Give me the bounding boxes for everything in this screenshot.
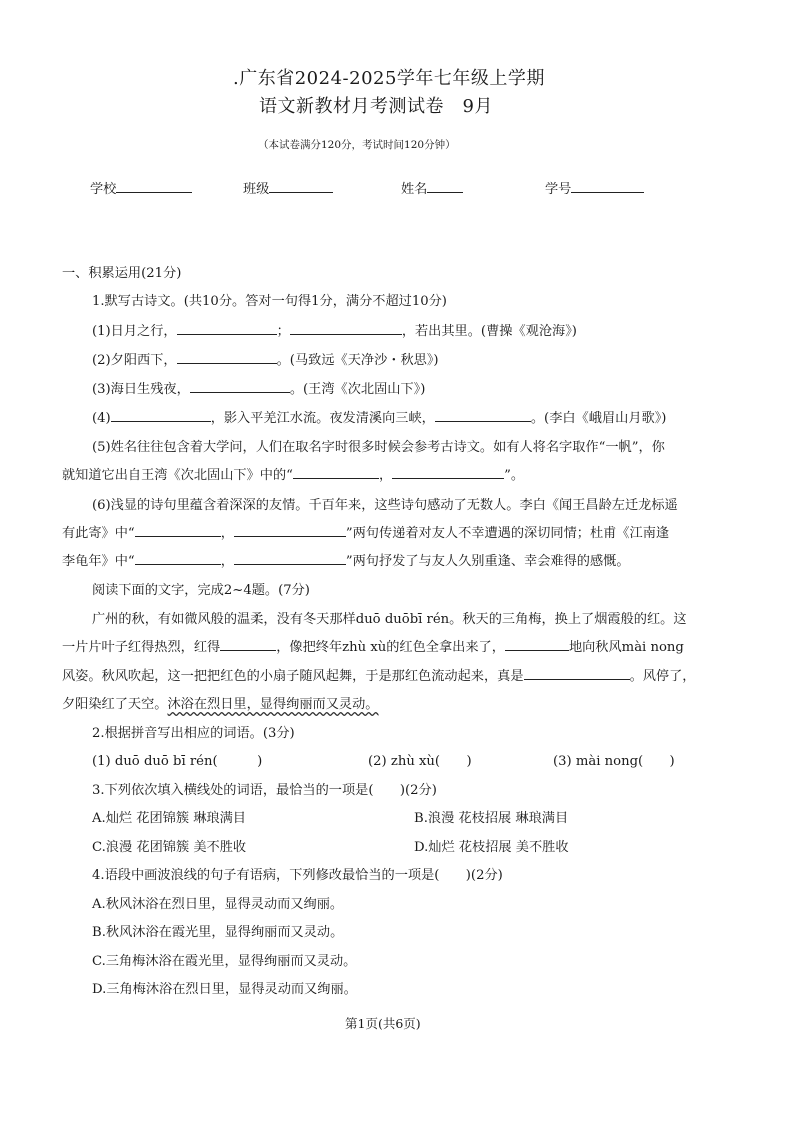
- q1-item4: [92, 407, 666, 426]
- q1-item2-blank[interactable]: [177, 350, 277, 364]
- field-id: [545, 178, 644, 197]
- q1-item6-text-e: ，: [220, 554, 234, 569]
- q1-item6-text-c: ”两句传递着对友人不幸遭遇的深切同情；杜甫《江南逢: [345, 526, 670, 541]
- q1-item6-line2: [62, 522, 669, 541]
- q1-item4-text-a: (4): [92, 411, 111, 426]
- q1-item3: [92, 378, 425, 397]
- school-blank[interactable]: [116, 179, 192, 193]
- passage-text-a: 一片片叶子红得热烈，红得: [62, 640, 221, 655]
- q1-item3-text-b: 。(王湾《次北固山下》): [289, 382, 426, 397]
- passage-blank2[interactable]: [505, 637, 569, 651]
- q1-item3-blank[interactable]: [190, 379, 290, 393]
- q3-option-d[interactable]: D.灿烂 花枝招展 美不胜收: [414, 840, 569, 855]
- q1-item6-line1: (6)浅显的诗句里蕴含着深深的友情。千百年来，这些诗句感动了无数人。李白《闻王昌龄左迁龙标遥: [92, 498, 678, 513]
- q1-item2-text-a: (2)夕阳西下，: [92, 353, 177, 368]
- q2-option-1: (1) duō duō bī rén( ): [92, 754, 263, 769]
- q4-option-c[interactable]: C.三角梅沐浴在霞光里，显得绚丽而又灵动。: [92, 954, 357, 969]
- passage-text-b: ，像把终年zhù xù的红色全拿出来了，: [276, 640, 505, 655]
- q1-item5-text-a: 就知道它出自王湾《次北固山下》中的“: [62, 468, 293, 483]
- passage-line4: [62, 693, 379, 712]
- q1-item5-text-b: ，: [378, 468, 393, 483]
- q1-item5-line1: (5)姓名往往包含着大学问，人们在取名字时很多时候会参考古诗文。如有人将名字取作“一帆”，你: [92, 440, 665, 455]
- passage-text-f: 夕阳染红了天空。: [62, 697, 168, 712]
- q4-option-b[interactable]: B.秋风沐浴在霞光里，显得绚丽而又灵动。: [92, 925, 344, 940]
- q1-item1-text-a: (1)日月之行，: [92, 324, 177, 339]
- exam-title-line2: 语文新教材月考测试卷 9月: [259, 96, 493, 117]
- passage-line1: 广州的秋，有如微风般的温柔，没有冬天那样duō duōbī rén。秋天的三角梅，换上了烟霞般的红。这: [92, 612, 687, 627]
- q1-item6-blank2[interactable]: [234, 523, 346, 537]
- q1-item6-text-a: 有此寄》中“: [62, 526, 135, 541]
- q1-item6-line3: [62, 550, 630, 569]
- q1-item4-blank1[interactable]: [111, 408, 211, 422]
- q1-item5-text-c: ”。: [504, 468, 525, 483]
- field-school-label: 学校: [90, 182, 117, 197]
- q4-option-a[interactable]: A.秋风沐浴在烈日里，显得灵动而又绚丽。: [92, 897, 344, 912]
- q1-item4-blank2[interactable]: [435, 408, 531, 422]
- passage-text-d: 风姿。秋风吹起，这一把把红色的小扇子随风起舞，于是那红色流动起来，真是: [62, 669, 524, 684]
- name-blank[interactable]: [427, 179, 463, 193]
- q1-item4-text-b: ，影入平羌江水流。夜发清溪向三峡，: [210, 411, 435, 426]
- field-name: [401, 178, 463, 197]
- q1-item5-blank2[interactable]: [392, 465, 504, 479]
- passage-blank3[interactable]: [524, 666, 630, 680]
- q1-item6-blank3[interactable]: [135, 551, 221, 565]
- q3-stem: 3.下列依次填入横线处的词语，最恰当的一项是( )(2分): [92, 783, 437, 798]
- q1-item1-blank1[interactable]: [177, 321, 277, 335]
- field-class: [243, 178, 333, 197]
- exam-title-line1: .广东省2024-2025学年七年级上学期: [233, 68, 545, 89]
- id-blank[interactable]: [571, 179, 644, 193]
- q1-item2: [92, 349, 439, 368]
- q1-item5-line2: [62, 464, 524, 483]
- field-name-label: 姓名: [401, 182, 428, 197]
- q1-item1: [92, 320, 577, 339]
- q3-option-b[interactable]: B.浪漫 花枝招展 琳琅满目: [414, 811, 569, 826]
- class-blank[interactable]: [269, 179, 333, 193]
- q2-option-3: (3) mài nong( ): [553, 754, 675, 769]
- q1-item1-text-c: ，若出其里。(曹操《观沧海》): [401, 324, 577, 339]
- q1-item1-blank2[interactable]: [290, 321, 402, 335]
- wavy-underlined-sentence: 沐浴在烈日里，显得绚丽而又灵动。: [167, 697, 379, 712]
- field-school: [90, 178, 192, 197]
- q1-item6-text-f: ”两句抒发了与友人久别重逢、幸会难得的感慨。: [345, 554, 630, 569]
- field-id-label: 学号: [545, 182, 572, 197]
- q4-option-d[interactable]: D.三角梅沐浴在烈日里，显得灵动而又绚丽。: [92, 982, 357, 997]
- q4-stem: 4.语段中画波浪线的句子有语病，下列修改最恰当的一项是( )(2分): [92, 868, 503, 883]
- q2-option-2: (2) zhù xù( ): [368, 754, 472, 769]
- passage-blank1[interactable]: [220, 637, 276, 651]
- passage-line2: [62, 636, 684, 655]
- reading-intro: 阅读下面的文字，完成2~4题。(7分): [92, 583, 310, 598]
- passage-text-c: 地向秋风mài nong: [568, 640, 684, 655]
- q1-item6-blank4[interactable]: [234, 551, 346, 565]
- q3-option-c[interactable]: C.浪漫 花团锦簇 美不胜收: [92, 840, 247, 855]
- q1-item3-text-a: (3)海日生残夜，: [92, 382, 190, 397]
- passage-line3: [62, 665, 696, 684]
- q1-item5-blank1[interactable]: [293, 465, 379, 479]
- q1-item6-blank1[interactable]: [135, 523, 221, 537]
- q1-item6-text-d: 李龟年》中“: [62, 554, 135, 569]
- q2-stem: 2.根据拼音写出相应的词语。(3分): [92, 726, 295, 741]
- q1-item1-text-b: ；: [276, 324, 290, 339]
- section-heading: 一、积累运用(21分): [62, 266, 182, 281]
- q1-item4-text-c: 。(李白《峨眉山月歌》): [530, 411, 667, 426]
- q3-option-a[interactable]: A.灿烂 花团锦簇 琳琅满目: [92, 811, 246, 826]
- exam-note: （本试卷满分120分，考试时间120分钟）: [258, 139, 456, 151]
- q1-item2-text-b: 。(马致远《天净沙・秋思》): [276, 353, 439, 368]
- passage-text-e: 。风停了，: [629, 669, 696, 684]
- page-number: 第1页(共6页): [345, 1016, 421, 1031]
- field-class-label: 班级: [243, 182, 270, 197]
- q1-item6-text-b: ，: [220, 526, 234, 541]
- q1-stem: 1.默写古诗文。(共10分。答对一句得1分，满分不超过10分): [92, 294, 447, 309]
